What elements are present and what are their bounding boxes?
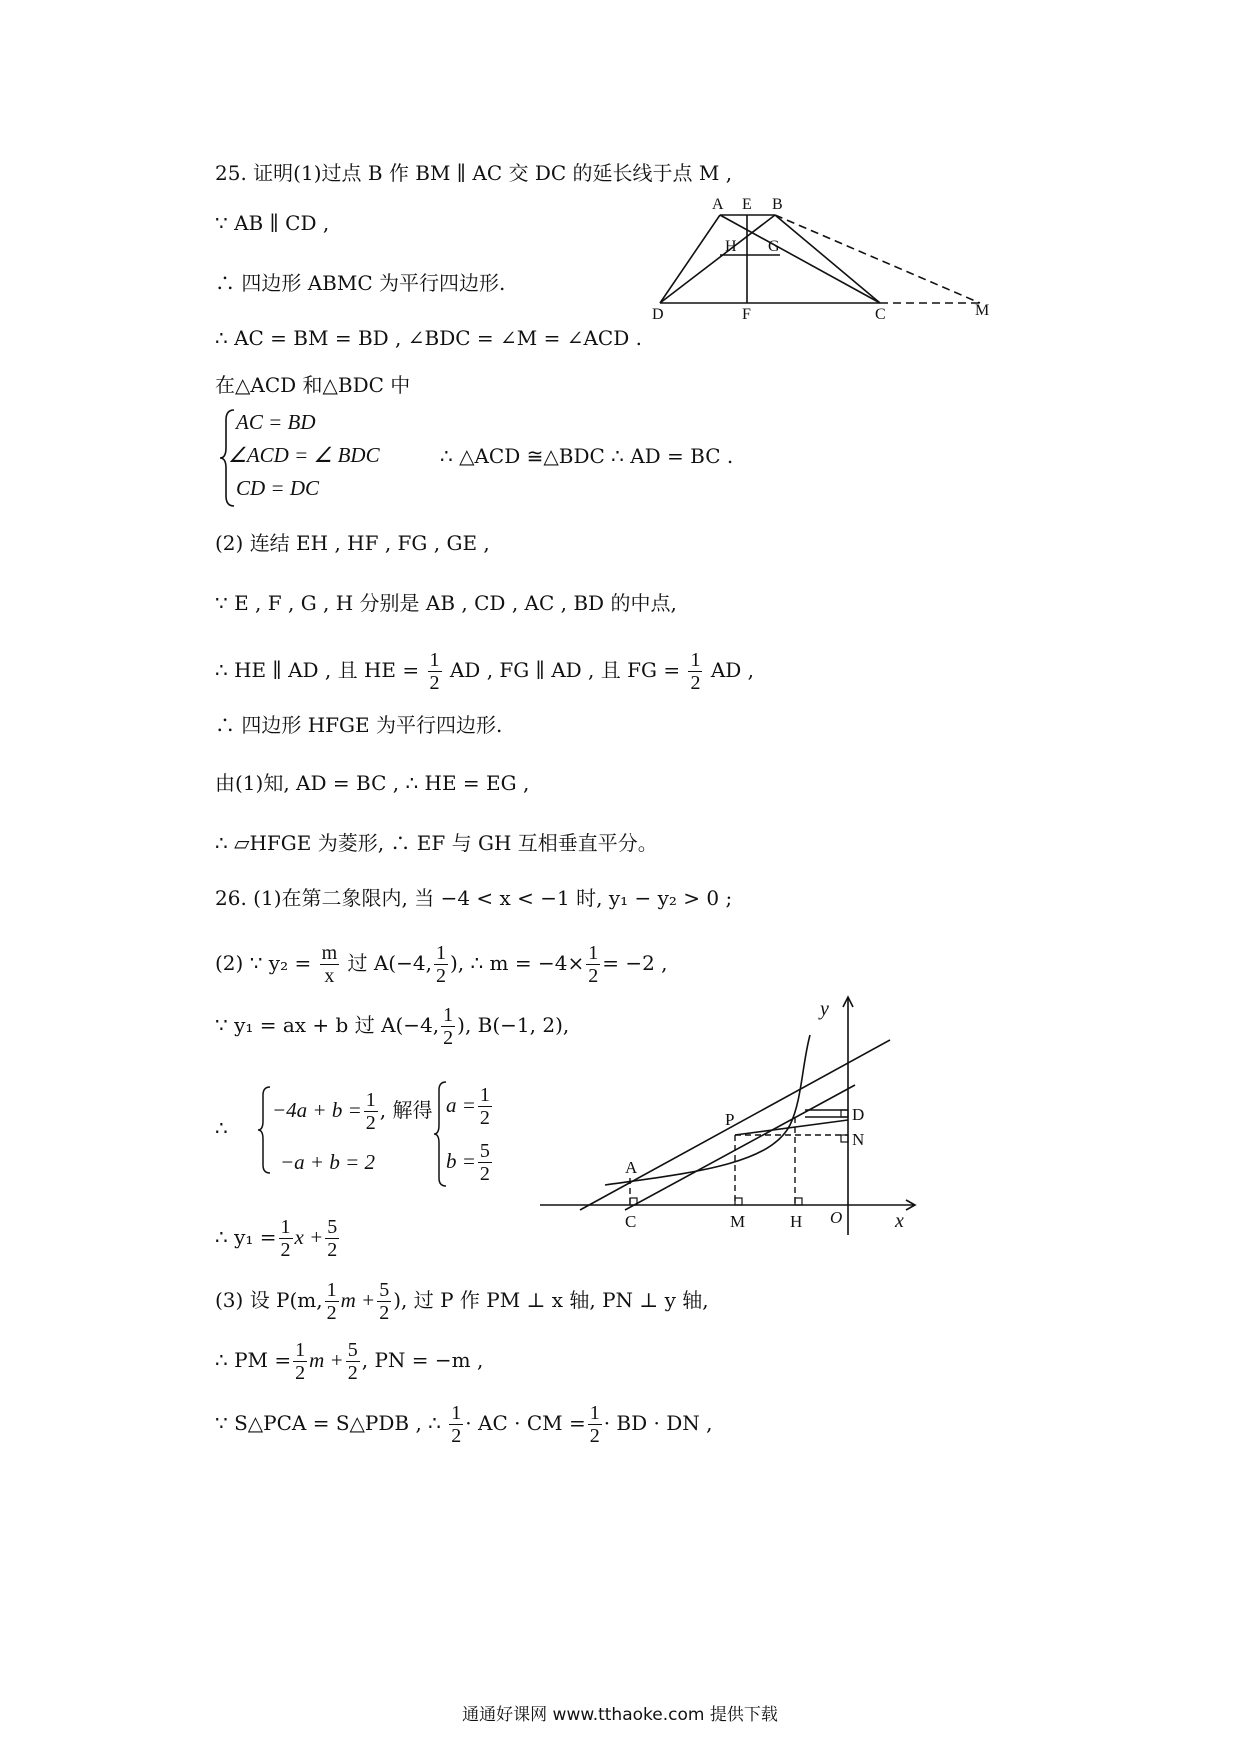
fig25-label-m: M bbox=[975, 302, 990, 319]
q26-sol-b: b = $\frac{5}{2}$ bbox=[446, 1140, 490, 1185]
q26-line-7: ∴ PM = $\frac{1}{2}$ m + $\frac{5}{2}$ , PN = −m , bbox=[215, 1339, 484, 1384]
q25-line-2: ∵ AB ∥ CD , bbox=[215, 211, 330, 235]
q25-line-8: ∵ E , F , G , H 分别是 AB , CD , AC , BD 的中点, bbox=[215, 591, 677, 615]
q25-line-9: ∴ HE ∥ AD , 且 HE = $\frac{1}{2}$ AD , FG ∥ AD , 且 FG = $\frac{1}{2}$ AD , bbox=[215, 649, 755, 694]
q26-sys-line-2: −a + b = 2 bbox=[280, 1150, 376, 1174]
fig26-label-o: O bbox=[830, 1208, 843, 1227]
q26-line-3: ∵ y₁ = ax + b 过 A(−4, $\frac{1}{2}$ ), B(−1, 2), bbox=[215, 1004, 570, 1049]
fig25-label-e: E bbox=[742, 196, 752, 213]
q26-therefore: ∴ bbox=[215, 1116, 228, 1140]
q25-line-5: 在△ACD 和△BDC 中 bbox=[215, 373, 411, 397]
q26-line-8: ∵ S△PCA = S△PDB , ∴ $\frac{1}{2}$ · AC · CM = $\frac{1}{2}$ · BD · DN , bbox=[215, 1402, 713, 1447]
q26-line-1: 26. (1)在第二象限内, 当 −4 < x < −1 时, y₁ − y₂ > 0 ; bbox=[215, 886, 733, 910]
fig26-label-d: D bbox=[852, 1105, 865, 1124]
fig25-label-g: G bbox=[768, 238, 780, 255]
fig26-label-a: A bbox=[625, 1158, 638, 1177]
fig26-label-c: C bbox=[625, 1212, 637, 1231]
q25-line-11: 由(1)知, AD = BC , ∴ HE = EG , bbox=[215, 771, 530, 795]
fig26-label-h: H bbox=[790, 1212, 803, 1231]
q25-line-6: ∴ △ACD ≅△BDC ∴ AD = BC . bbox=[440, 444, 734, 468]
q25-line-12: ∴ ▱HFGE 为菱形, ∴ EF 与 GH 互相垂直平分。 bbox=[215, 831, 658, 855]
fig25-label-b: B bbox=[772, 196, 783, 213]
q26-sys-line-1: −4a + b = $\frac{1}{2}$ , 解得 bbox=[272, 1089, 433, 1134]
q25-line-7: (2) 连结 EH , HF , FG , GE , bbox=[215, 531, 490, 555]
q25-line-3: ∴ 四边形 ABMC 为平行四边形. bbox=[215, 271, 506, 295]
fig25-label-h: H bbox=[725, 238, 737, 255]
fig26-label-y: y bbox=[820, 998, 829, 1020]
fig26-label-m: M bbox=[730, 1212, 746, 1231]
q25-sys-2: ∠ACD = ∠ BDC bbox=[228, 443, 380, 467]
q26-line-2: (2) ∵ y₂ = $\frac{m}{x}$ 过 A(−4, $\frac{1}{2}$ ), ∴ m = −4× $\frac{1}{2}$ = −2 , bbox=[215, 942, 668, 987]
fig26-label-x: x bbox=[895, 1210, 904, 1232]
q26-figure bbox=[540, 995, 930, 1240]
fig25-label-d: D bbox=[652, 306, 664, 323]
fig26-label-n: N bbox=[852, 1130, 865, 1149]
q25-line-1: 25. 证明(1)过点 B 作 BM ∥ AC 交 DC 的延长线于点 M , bbox=[215, 161, 733, 185]
fig25-label-a: A bbox=[712, 196, 724, 213]
q26-line-5: ∴ y₁ = $\frac{1}{2}$ x + $\frac{5}{2}$ bbox=[215, 1216, 338, 1261]
q26-line-6: (3) 设 P(m, $\frac{1}{2}$ m + $\frac{5}{2}$ ), 过 P 作 PM ⊥ x 轴, PN ⊥ y 轴, bbox=[215, 1279, 709, 1324]
fig25-label-c: C bbox=[875, 306, 886, 323]
page-footer: 通通好课网 www.tthaoke.com 提供下载 bbox=[462, 1705, 778, 1725]
q25-line-4: ∴ AC = BM = BD , ∠BDC = ∠M = ∠ACD . bbox=[215, 326, 642, 350]
q25-sys-1: AC = BD bbox=[236, 410, 316, 434]
fig25-label-f: F bbox=[742, 306, 751, 323]
q25-line-10: ∴ 四边形 HFGE 为平行四边形. bbox=[215, 713, 503, 737]
fig26-label-p: P bbox=[725, 1110, 735, 1129]
q26-brace-1 bbox=[256, 1085, 272, 1175]
q25-sys-3: CD = DC bbox=[236, 476, 320, 500]
q26-sol-a: a = $\frac{1}{2}$ bbox=[446, 1084, 490, 1129]
q25-figure bbox=[650, 195, 1000, 330]
